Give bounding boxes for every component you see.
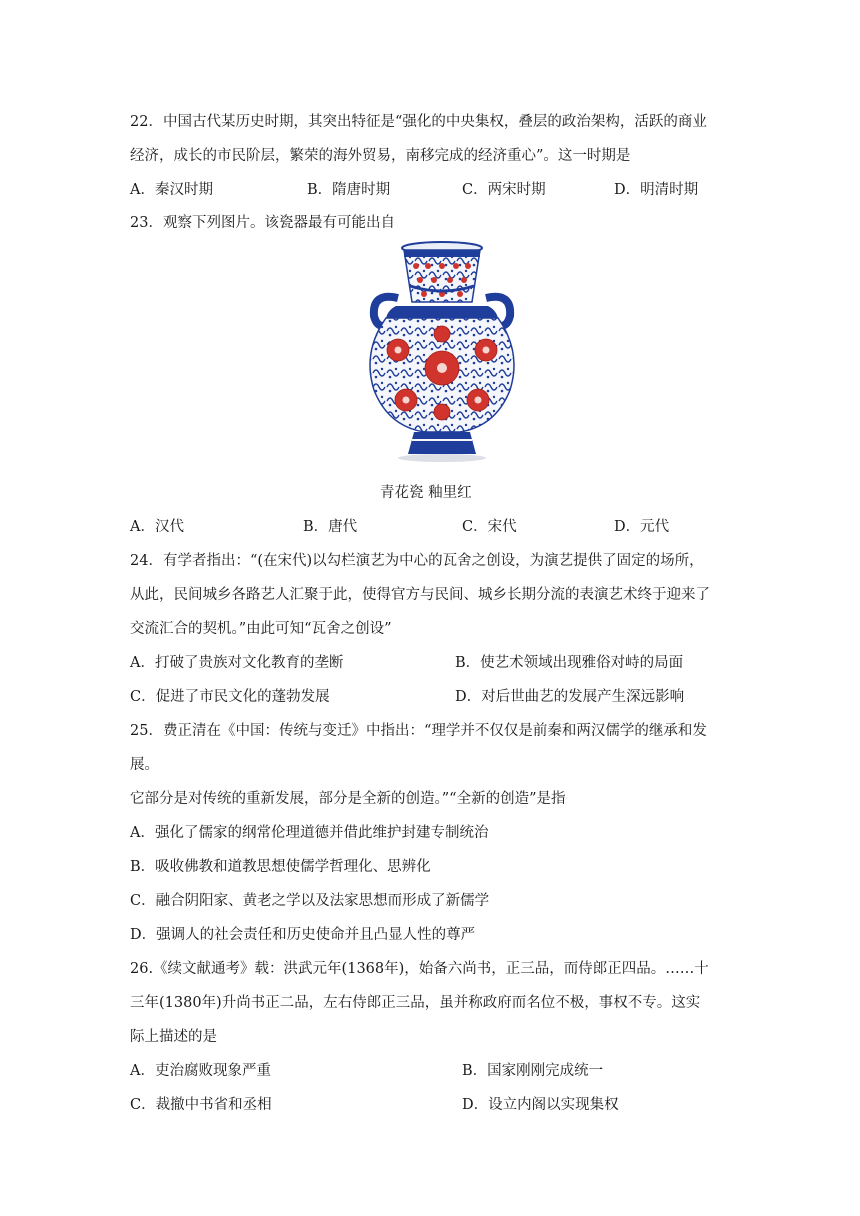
q25-option-c: C．融合阴阳家、黄老之学以及法家思想而形成了新儒学	[130, 893, 490, 909]
q25-option-d: D．强调人的社会责任和历史使命并且凸显人性的尊严	[130, 927, 476, 943]
q24-option-c: C．促进了市民文化的蓬勃发展	[130, 689, 330, 705]
image-caption: 青花瓷 釉里红	[380, 485, 472, 501]
q24-option-a: A．打破了贵族对文化教育的垄断	[130, 655, 344, 671]
q26-option-b: B．国家刚刚完成统一	[462, 1063, 604, 1079]
q22-option-d: D．明清时期	[614, 182, 699, 198]
q25-stem-line-3: 它部分是对传统的重新发展，部分是全新的创造。”“全新的创造”是指	[130, 791, 566, 807]
q26-stem-line-1: 26.《续文献通考》载：洪武元年(1368年)，始备六尚书，正三品，而侍郎正四品。……十	[130, 961, 709, 977]
q26-stem-line-3: 际上描述的是	[130, 1029, 217, 1045]
q23-option-d: D．元代	[614, 519, 670, 535]
q22-option-b: B．隋唐时期	[307, 182, 391, 198]
q26-option-a: A．吏治腐败现象严重	[130, 1063, 271, 1079]
porcelain-vase-image	[358, 240, 526, 464]
q24-option-b: B．使艺术领域出现雅俗对峙的局面	[455, 655, 684, 671]
q23-option-b: B．唐代	[303, 519, 358, 535]
q25-option-b: B．吸收佛教和道教思想使儒学哲理化、思辨化	[130, 859, 431, 875]
q22-option-c: C．两宋时期	[462, 182, 546, 198]
q24-stem-line-3: 交流汇合的契机。”由此可知“瓦舍之创设”	[130, 621, 392, 637]
q25-option-a: A．强化了儒家的纲常伦理道德并借此维护封建专制统治	[130, 825, 489, 841]
q23-option-c: C．宋代	[462, 519, 517, 535]
q22-stem-line-1: 22．中国古代某历史时期，其突出特征是“强化的中央集权，叠层的政治架构，活跃的商业	[130, 114, 707, 130]
q25-stem-line-1: 25．费正清在《中国：传统与变迁》中指出：“理学并不仅仅是前秦和两汉儒学的继承和发	[130, 723, 707, 739]
q23-stem: 23．观察下列图片。该瓷器最有可能出自	[130, 215, 395, 231]
q22-stem-line-2: 经济，成长的市民阶层，繁荣的海外贸易，南移完成的经济重心”。这一时期是	[130, 148, 631, 164]
q23-option-a: A．汉代	[130, 519, 184, 535]
q24-stem-line-2: 从此，民间城乡各路艺人汇聚于此，使得官方与民间、城乡长期分流的表演艺术终于迎来了	[130, 587, 710, 603]
q24-option-d: D．对后世曲艺的发展产生深远影响	[455, 689, 685, 705]
q22-option-a: A．秦汉时期	[130, 182, 213, 198]
q24-stem-line-1: 24．有学者指出：“(在宋代)以勾栏演艺为中心的瓦舍之创设，为演艺提供了固定的场所，	[130, 553, 704, 569]
q26-stem-line-2: 三年(1380年)升尚书正二品，左右侍郎正三品，虽并称政府而名位不极，事权不专。这实	[130, 995, 701, 1011]
q26-option-c: C．裁撤中书省和丞相	[130, 1097, 272, 1113]
q25-stem-line-2: 展。	[130, 757, 159, 773]
q26-option-d: D．设立内阁以实现集权	[462, 1097, 619, 1113]
